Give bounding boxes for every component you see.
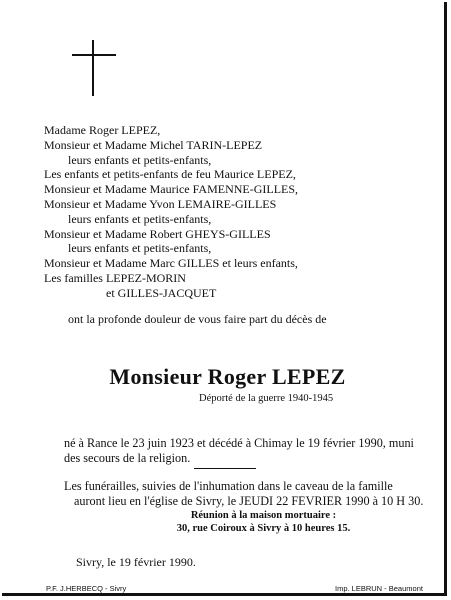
printer-credit: Imp. LEBRUN - Beaumont [335, 584, 423, 593]
family-line: Les familles LEPEZ-MORIN [44, 270, 186, 285]
deceased-name: Monsieur Roger LEPEZ [109, 364, 346, 389]
cross-icon [72, 40, 116, 96]
funeral-line-1: Les funérailles, suivies de l'inhumation dans le caveau de la famille [64, 479, 393, 493]
deceased-note: Déporté de la guerre 1940-1945 [199, 393, 334, 404]
family-line: Madame Roger LEPEZ, [44, 123, 161, 137]
family-line: Monsieur et Madame Maurice FAMENNE-GILLES, [44, 182, 299, 197]
reunion-line-1: Réunion à la maison mortuaire : [190, 510, 337, 521]
family-line: Monsieur et Madame Robert GHEYS-GILLES [44, 226, 271, 241]
funeral-line-2: auront lieu en l'église de Sivry, le JEUDI 22 FEVRIER 1990 à 10 H 30. [74, 494, 424, 508]
birth-death-line-2: des secours de la religion. [64, 451, 191, 465]
birth-death-line-1: né à Rance le 23 juin 1923 et décédé à Chimay le 19 février 1990, muni [64, 436, 414, 450]
reunion-info [2, 509, 451, 535]
family-line: leurs enfants et petits-enfants, [68, 241, 212, 256]
family-line: Monsieur et Madame Michel TARIN-LEPEZ [44, 137, 263, 152]
funeral-home-credit: P.F. J.HERBECQ - Sivry [46, 584, 127, 593]
announcement-text: ont la profonde douleur de vous faire part du décès de [68, 312, 327, 326]
family-line: leurs enfants et petits-enfants, [68, 211, 212, 226]
date-place: Sivry, le 19 février 1990. [76, 555, 196, 569]
obituary-card [2, 2, 447, 596]
family-list [44, 123, 434, 301]
family-line: Les enfants et petits-enfants de feu Maurice LEPEZ, [44, 167, 296, 182]
family-line: Monsieur et Madame Marc GILLES et leurs enfants, [44, 256, 298, 271]
family-line: Monsieur et Madame Yvon LEMAIRE-GILLES [44, 196, 277, 211]
family-line: leurs enfants et petits-enfants, [68, 152, 212, 167]
family-line: et GILLES-JACQUET [106, 285, 217, 300]
funeral-paragraph [64, 479, 442, 509]
reunion-line-2: 30, rue Coiroux à Sivry à 10 heures 15. [176, 523, 351, 534]
divider-rule [194, 468, 256, 469]
birth-death-paragraph [64, 436, 439, 466]
